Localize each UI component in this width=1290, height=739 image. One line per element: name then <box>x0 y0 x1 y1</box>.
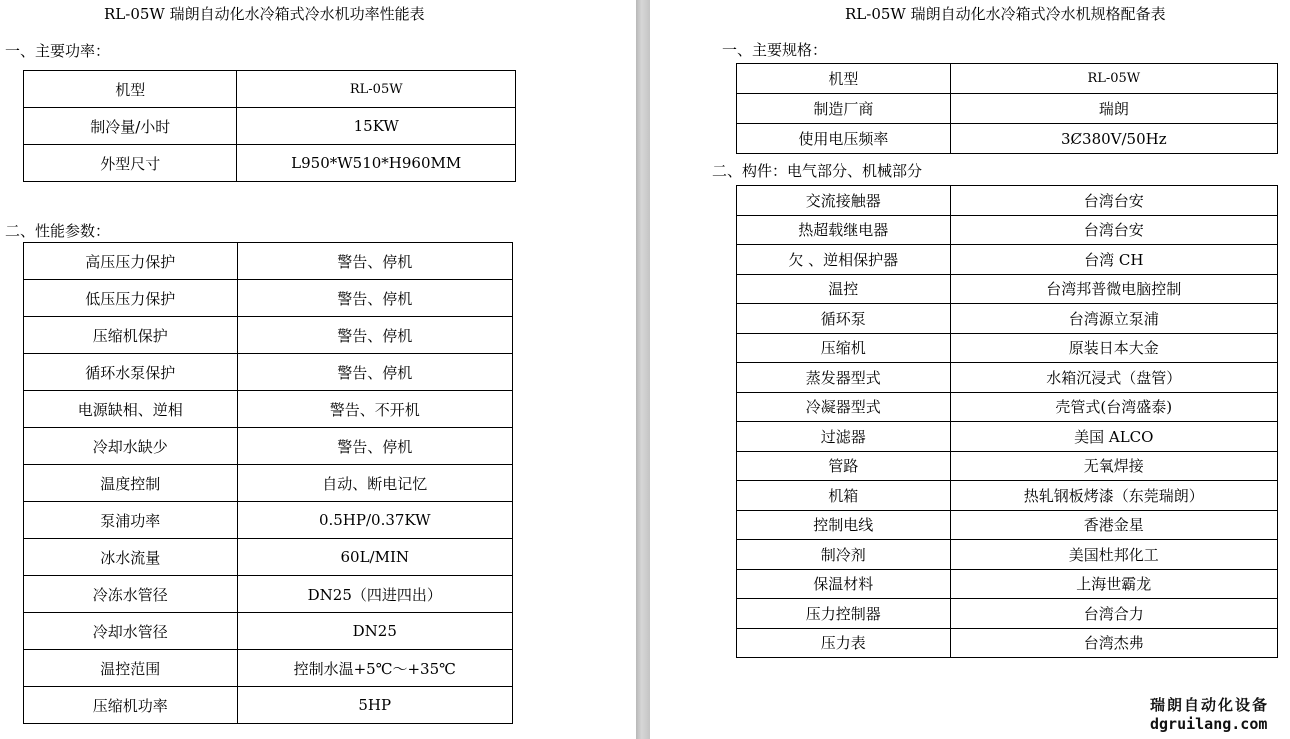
row-label: 泵浦功率 <box>24 502 238 539</box>
table-row <box>737 94 1278 124</box>
table-row <box>737 186 1278 216</box>
row-value: RL-05W <box>237 71 516 108</box>
row-label: 温控范围 <box>24 650 238 687</box>
left-section-performance: 二、性能参数： <box>5 222 111 240</box>
row-label: 使用电压频率 <box>737 124 951 154</box>
table-row <box>737 451 1278 481</box>
right-doc-title: RL-05W 瑞朗自动化水冷箱式冷水机规格配备表 <box>845 5 1166 23</box>
row-label: 保温材料 <box>737 569 951 599</box>
row-label: 过滤器 <box>737 422 951 452</box>
row-value: 台湾杰弗 <box>950 628 1277 658</box>
row-label: 机箱 <box>737 481 951 511</box>
row-value: 台湾 CH <box>950 245 1277 275</box>
row-label: 温度控制 <box>24 465 238 502</box>
table-row <box>24 465 513 502</box>
row-label: 压力表 <box>737 628 951 658</box>
row-value: L950*W510*H960MM <box>237 145 516 182</box>
table-row <box>737 215 1278 245</box>
row-value: DN25 <box>237 613 513 650</box>
table-row <box>24 145 516 182</box>
row-label: 管路 <box>737 451 951 481</box>
row-label: 循环泵 <box>737 304 951 334</box>
row-value: 自动、断电记忆 <box>237 465 513 502</box>
row-value: 无氧焊接 <box>950 451 1277 481</box>
row-label: 压缩机 <box>737 333 951 363</box>
brand-watermark <box>1150 696 1269 734</box>
table-row <box>24 108 516 145</box>
table-row <box>737 64 1278 94</box>
row-value: 原装日本大金 <box>950 333 1277 363</box>
row-value: 台湾台安 <box>950 186 1277 216</box>
table-row <box>24 280 513 317</box>
left-main-power-table <box>23 70 516 182</box>
table-row <box>737 245 1278 275</box>
row-label: 低压压力保护 <box>24 280 238 317</box>
row-value: 水箱沉浸式（盘管） <box>950 363 1277 393</box>
table-row <box>24 613 513 650</box>
row-label: 冰水流量 <box>24 539 238 576</box>
row-label: 控制电线 <box>737 510 951 540</box>
row-value: 警告、停机 <box>237 243 513 280</box>
row-label: 热超载继电器 <box>737 215 951 245</box>
table-row <box>24 428 513 465</box>
row-value: DN25（四进四出） <box>237 576 513 613</box>
right-section-components: 二、构件：电气部分、机械部分 <box>712 162 923 180</box>
row-value: 美国杜邦化工 <box>950 540 1277 570</box>
table-row <box>737 274 1278 304</box>
row-value: 15KW <box>237 108 516 145</box>
table-row <box>737 392 1278 422</box>
table-row <box>24 687 513 724</box>
page-divider <box>636 0 650 739</box>
row-label: 交流接触器 <box>737 186 951 216</box>
table-row <box>24 71 516 108</box>
left-doc-title: RL-05W 瑞朗自动化水冷箱式冷水机功率性能表 <box>104 5 425 23</box>
row-value: 3Ȼ380V/50Hz <box>950 124 1277 154</box>
table-row <box>737 481 1278 511</box>
row-value: 美国 ALCO <box>950 422 1277 452</box>
row-label: 循环水泵保护 <box>24 354 238 391</box>
row-label: 蒸发器型式 <box>737 363 951 393</box>
table-row <box>24 502 513 539</box>
row-value: 台湾邦普微电脑控制 <box>950 274 1277 304</box>
table-row <box>737 569 1278 599</box>
row-label: 制造厂商 <box>737 94 951 124</box>
table-row <box>737 422 1278 452</box>
table-row <box>737 333 1278 363</box>
row-label: 温控 <box>737 274 951 304</box>
brand-url: dgruilang.com <box>1150 715 1268 733</box>
brand-name: 瑞朗自动化设备 <box>1150 696 1270 714</box>
table-row <box>24 391 513 428</box>
table-row <box>737 124 1278 154</box>
row-label: 欠 、逆相保护器 <box>737 245 951 275</box>
row-label: 冷凝器型式 <box>737 392 951 422</box>
row-label: 制冷量/小时 <box>24 108 237 145</box>
row-value: 警告、停机 <box>237 317 513 354</box>
row-label: 冷却水管径 <box>24 613 238 650</box>
row-value: RL-05W <box>950 64 1277 94</box>
row-value: 香港金星 <box>950 510 1277 540</box>
left-section-main-power: 一、主要功率： <box>5 42 111 60</box>
table-row <box>737 628 1278 658</box>
row-value: 0.5HP/0.37KW <box>237 502 513 539</box>
right-components-table <box>736 185 1278 658</box>
row-value: 60L/MIN <box>237 539 513 576</box>
row-label: 压缩机功率 <box>24 687 238 724</box>
table-row <box>24 317 513 354</box>
row-value: 台湾源立泵浦 <box>950 304 1277 334</box>
row-label: 机型 <box>24 71 237 108</box>
table-row <box>24 539 513 576</box>
row-value: 警告、停机 <box>237 354 513 391</box>
table-row <box>24 243 513 280</box>
right-main-spec-table <box>736 63 1278 154</box>
row-value: 台湾台安 <box>950 215 1277 245</box>
table-row <box>737 510 1278 540</box>
table-row <box>737 363 1278 393</box>
row-value: 热轧钢板烤漆（东莞瑞朗） <box>950 481 1277 511</box>
row-value: 5HP <box>237 687 513 724</box>
row-value: 壳管式(台湾盛泰) <box>950 392 1277 422</box>
row-label: 外型尺寸 <box>24 145 237 182</box>
row-value: 警告、停机 <box>237 280 513 317</box>
row-label: 电源缺相、逆相 <box>24 391 238 428</box>
row-label: 高压压力保护 <box>24 243 238 280</box>
table-row <box>24 354 513 391</box>
table-row <box>24 650 513 687</box>
right-section-main-spec: 一、主要规格： <box>722 41 828 59</box>
row-label: 制冷剂 <box>737 540 951 570</box>
row-value: 上海世霸龙 <box>950 569 1277 599</box>
row-label: 压力控制器 <box>737 599 951 629</box>
left-performance-table <box>23 242 513 724</box>
row-value: 瑞朗 <box>950 94 1277 124</box>
row-label: 压缩机保护 <box>24 317 238 354</box>
table-row <box>737 599 1278 629</box>
table-row <box>24 576 513 613</box>
table-row <box>737 540 1278 570</box>
row-value: 警告、不开机 <box>237 391 513 428</box>
row-value: 警告、停机 <box>237 428 513 465</box>
row-label: 冷冻水管径 <box>24 576 238 613</box>
row-label: 机型 <box>737 64 951 94</box>
row-value: 台湾合力 <box>950 599 1277 629</box>
row-value: 控制水温+5℃～+35℃ <box>237 650 513 687</box>
row-label: 冷却水缺少 <box>24 428 238 465</box>
table-row <box>737 304 1278 334</box>
